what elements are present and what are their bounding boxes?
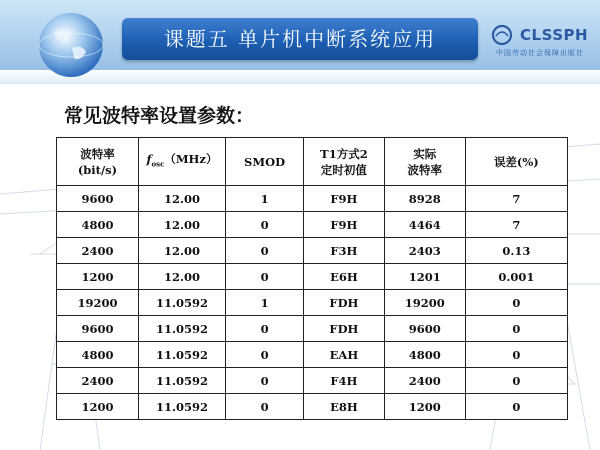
cell-timer: E6H bbox=[304, 264, 385, 290]
cell-error: 7 bbox=[465, 212, 567, 238]
table-row bbox=[57, 290, 568, 316]
header-actual-baud bbox=[384, 138, 465, 186]
cell-baud: 2400 bbox=[57, 238, 139, 264]
header-fosc-subscript: osc bbox=[151, 159, 165, 169]
cell-baud: 4800 bbox=[57, 342, 139, 368]
cell-actual: 2403 bbox=[384, 238, 465, 264]
cell-fosc: 11.0592 bbox=[138, 368, 225, 394]
header-baud-rate-unit: (bit/s) bbox=[77, 162, 118, 177]
cell-fosc: 11.0592 bbox=[138, 342, 225, 368]
cell-fosc: 11.0592 bbox=[138, 290, 225, 316]
page-title: 课题五 单片机中断系统应用 bbox=[122, 18, 478, 60]
header-actual-baud-label: 波特率 bbox=[407, 162, 442, 177]
cell-error: 0 bbox=[465, 342, 567, 368]
cell-error: 0.001 bbox=[465, 264, 567, 290]
cell-baud: 1200 bbox=[57, 394, 139, 420]
cell-error: 0 bbox=[465, 368, 567, 394]
header-actual-label: 实际 bbox=[413, 146, 437, 161]
header-smod: SMOD bbox=[226, 138, 304, 186]
header-timer-initial bbox=[304, 138, 385, 186]
cell-timer: E8H bbox=[304, 394, 385, 420]
table-row bbox=[57, 394, 568, 420]
cell-smod: 0 bbox=[226, 264, 304, 290]
cell-fosc: 12.00 bbox=[138, 212, 225, 238]
cell-smod: 0 bbox=[226, 394, 304, 420]
header-baud-rate bbox=[57, 138, 139, 186]
cell-error: 0 bbox=[465, 316, 567, 342]
table-row bbox=[57, 212, 568, 238]
publisher-subtitle: 中国劳动社会保障出版社 bbox=[496, 49, 584, 57]
header-fosc-symbol: f bbox=[146, 151, 152, 166]
cell-baud: 19200 bbox=[57, 290, 139, 316]
header-timer-value: 定时初值 bbox=[320, 162, 367, 177]
table-row bbox=[57, 186, 568, 212]
baud-rate-table bbox=[56, 137, 568, 420]
table-header-row bbox=[57, 138, 568, 186]
cell-smod: 0 bbox=[226, 342, 304, 368]
cell-fosc: 12.00 bbox=[138, 186, 225, 212]
cell-actual: 8928 bbox=[384, 186, 465, 212]
cell-fosc: 11.0592 bbox=[138, 316, 225, 342]
cell-fosc: 12.00 bbox=[138, 238, 225, 264]
table-row bbox=[57, 264, 568, 290]
cell-smod: 0 bbox=[226, 368, 304, 394]
cell-baud: 9600 bbox=[57, 316, 139, 342]
header-error: 误差(%) bbox=[465, 138, 567, 186]
cell-error: 0 bbox=[465, 394, 567, 420]
cell-smod: 0 bbox=[226, 212, 304, 238]
cell-timer: F9H bbox=[304, 186, 385, 212]
header-timer-mode: T1方式2 bbox=[320, 146, 368, 161]
cell-timer: FDH bbox=[304, 290, 385, 316]
cell-baud: 4800 bbox=[57, 212, 139, 238]
cell-error: 0.13 bbox=[465, 238, 567, 264]
table-row bbox=[57, 342, 568, 368]
section-heading: 常见波特率设置参数： bbox=[64, 105, 255, 127]
cell-smod: 0 bbox=[226, 238, 304, 264]
table-row bbox=[57, 238, 568, 264]
cell-timer: FDH bbox=[304, 316, 385, 342]
table-row bbox=[57, 368, 568, 394]
cell-actual: 2400 bbox=[384, 368, 465, 394]
cell-error: 7 bbox=[465, 186, 567, 212]
cell-actual: 4800 bbox=[384, 342, 465, 368]
cell-baud: 2400 bbox=[57, 368, 139, 394]
cell-fosc: 11.0592 bbox=[138, 394, 225, 420]
cell-baud: 1200 bbox=[57, 264, 139, 290]
cell-actual: 1200 bbox=[384, 394, 465, 420]
publisher-logo-text: CLSSPH bbox=[520, 26, 589, 44]
cell-smod: 1 bbox=[226, 290, 304, 316]
table-row bbox=[57, 316, 568, 342]
cell-timer: EAH bbox=[304, 342, 385, 368]
cell-actual: 19200 bbox=[384, 290, 465, 316]
header-fosc-unit: （MHz） bbox=[164, 151, 218, 166]
cell-error: 0 bbox=[465, 290, 567, 316]
globe-icon bbox=[36, 10, 106, 80]
header-baud-rate-label: 波特率 bbox=[80, 146, 115, 161]
cell-timer: F3H bbox=[304, 238, 385, 264]
cell-actual: 1201 bbox=[384, 264, 465, 290]
cell-timer: F4H bbox=[304, 368, 385, 394]
cell-fosc: 12.00 bbox=[138, 264, 225, 290]
cell-smod: 1 bbox=[226, 186, 304, 212]
cell-baud: 9600 bbox=[57, 186, 139, 212]
cell-smod: 0 bbox=[226, 316, 304, 342]
cell-actual: 9600 bbox=[384, 316, 465, 342]
cell-timer: F9H bbox=[304, 212, 385, 238]
header-fosc bbox=[138, 138, 225, 186]
cell-actual: 4464 bbox=[384, 212, 465, 238]
